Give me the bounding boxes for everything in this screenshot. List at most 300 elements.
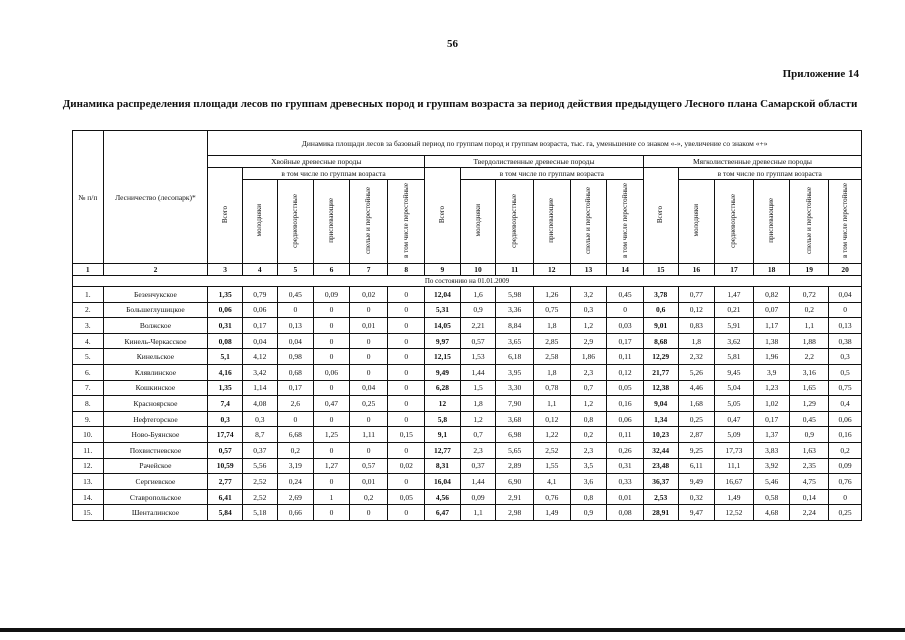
value-cell: 1,44 bbox=[460, 474, 496, 490]
age-header-mature: спелые и перестойные bbox=[349, 180, 388, 264]
column-number-cell: 16 bbox=[678, 264, 715, 276]
value-cell: 1,65 bbox=[790, 380, 829, 396]
value-cell: 0,17 bbox=[753, 411, 790, 427]
forest-dynamics-table bbox=[72, 130, 862, 521]
age-group-header: в том числе по группам возраста bbox=[460, 168, 643, 180]
value-cell: 1,11 bbox=[349, 427, 388, 443]
value-cell: 28,91 bbox=[643, 505, 678, 521]
value-cell: 2,3 bbox=[570, 442, 607, 458]
value-cell: 7,4 bbox=[208, 396, 243, 412]
value-cell: 2,21 bbox=[460, 318, 496, 334]
value-cell: 12,04 bbox=[425, 287, 461, 303]
column-number-cell: 11 bbox=[496, 264, 534, 276]
value-cell: 0 bbox=[314, 505, 350, 521]
value-cell: 5,46 bbox=[753, 474, 790, 490]
value-cell: 0,32 bbox=[678, 489, 715, 505]
age-header-young: молодняки bbox=[678, 180, 715, 264]
value-cell: 0 bbox=[388, 333, 425, 349]
value-cell: 2,3 bbox=[570, 364, 607, 380]
appendix-label: Приложение 14 bbox=[782, 68, 859, 80]
value-cell: 0,3 bbox=[242, 411, 277, 427]
value-cell: 0,16 bbox=[607, 396, 644, 412]
age-header-young: молодняки bbox=[460, 180, 496, 264]
value-cell: 0,2 bbox=[829, 442, 862, 458]
value-cell: 0 bbox=[388, 287, 425, 303]
value-cell: 0,04 bbox=[277, 333, 314, 349]
total-header: Всего bbox=[208, 168, 243, 264]
total-header: Всего bbox=[425, 168, 461, 264]
value-cell: 1,88 bbox=[790, 333, 829, 349]
value-cell: 1,17 bbox=[753, 318, 790, 334]
value-cell: 0,06 bbox=[208, 302, 243, 318]
age-header-overmature: в том числе перестойные bbox=[829, 180, 862, 264]
value-cell: 0,76 bbox=[829, 474, 862, 490]
column-number-cell: 5 bbox=[277, 264, 314, 276]
value-cell: 0,75 bbox=[533, 302, 570, 318]
col-header-number: № п/п bbox=[73, 131, 104, 264]
value-cell: 5,98 bbox=[496, 287, 534, 303]
value-cell: 0,16 bbox=[829, 427, 862, 443]
age-header-mature: спелые и перестойные bbox=[790, 180, 829, 264]
value-cell: 0,21 bbox=[715, 302, 754, 318]
value-cell: 0,9 bbox=[460, 302, 496, 318]
value-cell: 0,06 bbox=[607, 411, 644, 427]
value-cell: 0,72 bbox=[790, 287, 829, 303]
forestry-name: Кошкинское bbox=[103, 380, 208, 396]
value-cell: 0,75 bbox=[829, 380, 862, 396]
value-cell: 16,04 bbox=[425, 474, 461, 490]
value-cell: 0,2 bbox=[349, 489, 388, 505]
value-cell: 2,52 bbox=[242, 474, 277, 490]
value-cell: 0,01 bbox=[349, 474, 388, 490]
value-cell: 2,87 bbox=[678, 427, 715, 443]
value-cell: 0,04 bbox=[242, 333, 277, 349]
value-cell: 10,59 bbox=[208, 458, 243, 474]
column-number-cell: 12 bbox=[533, 264, 570, 276]
table-row bbox=[73, 458, 862, 474]
row-number: 14. bbox=[73, 489, 104, 505]
forestry-name: Рачейское bbox=[103, 458, 208, 474]
age-header-middle: средневозрастные bbox=[715, 180, 754, 264]
value-cell: 0 bbox=[388, 396, 425, 412]
value-cell: 5,09 bbox=[715, 427, 754, 443]
value-cell: 3,36 bbox=[496, 302, 534, 318]
value-cell: 0,47 bbox=[314, 396, 350, 412]
forestry-name: Большеглушицкое bbox=[103, 302, 208, 318]
value-cell: 1,37 bbox=[753, 427, 790, 443]
forestry-name: Ставропольское bbox=[103, 489, 208, 505]
value-cell: 6,47 bbox=[425, 505, 461, 521]
value-cell: 0,09 bbox=[829, 458, 862, 474]
value-cell: 1,55 bbox=[533, 458, 570, 474]
value-cell: 12 bbox=[425, 396, 461, 412]
value-cell: 2,35 bbox=[790, 458, 829, 474]
value-cell: 1,29 bbox=[790, 396, 829, 412]
row-number: 7. bbox=[73, 380, 104, 396]
row-number: 9. bbox=[73, 411, 104, 427]
value-cell: 0 bbox=[277, 411, 314, 427]
value-cell: 8,7 bbox=[242, 427, 277, 443]
dynamics-header: Динамика площади лесов за базовый период по группам пород и группам возраста, тыс. га, уменьшение со знаком «-», увеличение со знаком «+» bbox=[208, 131, 862, 156]
value-cell: 0,2 bbox=[790, 302, 829, 318]
value-cell: 2,2 bbox=[790, 349, 829, 365]
value-cell: 7,90 bbox=[496, 396, 534, 412]
value-cell: 1,68 bbox=[678, 396, 715, 412]
table-row bbox=[73, 287, 862, 303]
age-header-middle: средневозрастные bbox=[496, 180, 534, 264]
value-cell: 5,1 bbox=[208, 349, 243, 365]
value-cell: 0,2 bbox=[570, 427, 607, 443]
row-number: 15. bbox=[73, 505, 104, 521]
row-number: 11. bbox=[73, 442, 104, 458]
column-number-cell: 3 bbox=[208, 264, 243, 276]
forestry-name: Похвистневское bbox=[103, 442, 208, 458]
age-group-header: в том числе по группам возраста bbox=[242, 168, 424, 180]
forestry-name: Шенталинское bbox=[103, 505, 208, 521]
value-cell: 1,1 bbox=[790, 318, 829, 334]
value-cell: 4,16 bbox=[208, 364, 243, 380]
forestry-name: Безенчукское bbox=[103, 287, 208, 303]
value-cell: 3,16 bbox=[790, 364, 829, 380]
value-cell: 3,78 bbox=[643, 287, 678, 303]
value-cell: 1,1 bbox=[533, 396, 570, 412]
value-cell: 1,22 bbox=[533, 427, 570, 443]
value-cell: 0,02 bbox=[388, 458, 425, 474]
value-cell: 12,77 bbox=[425, 442, 461, 458]
value-cell: 5,31 bbox=[425, 302, 461, 318]
value-cell: 2,98 bbox=[496, 505, 534, 521]
value-cell: 0,12 bbox=[533, 411, 570, 427]
value-cell: 0 bbox=[829, 302, 862, 318]
value-cell: 0 bbox=[388, 302, 425, 318]
value-cell: 0,07 bbox=[753, 302, 790, 318]
value-cell: 1,1 bbox=[460, 505, 496, 521]
value-cell: 1,25 bbox=[314, 427, 350, 443]
value-cell: 0,25 bbox=[678, 411, 715, 427]
value-cell: 0,57 bbox=[349, 458, 388, 474]
value-cell: 9,01 bbox=[643, 318, 678, 334]
value-cell: 0,7 bbox=[460, 427, 496, 443]
value-cell: 5,05 bbox=[715, 396, 754, 412]
value-cell: 0 bbox=[388, 411, 425, 427]
column-number-cell: 7 bbox=[349, 264, 388, 276]
table-row bbox=[73, 333, 862, 349]
column-number-cell: 9 bbox=[425, 264, 461, 276]
row-number: 12. bbox=[73, 458, 104, 474]
column-number-cell: 4 bbox=[242, 264, 277, 276]
value-cell: 0,08 bbox=[607, 505, 644, 521]
value-cell: 0,13 bbox=[829, 318, 862, 334]
table-row bbox=[73, 489, 862, 505]
total-header: Всего bbox=[643, 168, 678, 264]
value-cell: 12,15 bbox=[425, 349, 461, 365]
value-cell: 5,04 bbox=[715, 380, 754, 396]
value-cell: 17,73 bbox=[715, 442, 754, 458]
column-number-cell: 19 bbox=[790, 264, 829, 276]
value-cell: 0 bbox=[388, 318, 425, 334]
value-cell: 0,31 bbox=[208, 318, 243, 334]
age-header-young: молодняки bbox=[242, 180, 277, 264]
value-cell: 0,8 bbox=[570, 489, 607, 505]
value-cell: 5,91 bbox=[715, 318, 754, 334]
value-cell: 2,58 bbox=[533, 349, 570, 365]
table-row bbox=[73, 302, 862, 318]
forestry-name: Кинельское bbox=[103, 349, 208, 365]
value-cell: 3,95 bbox=[496, 364, 534, 380]
value-cell: 3,6 bbox=[570, 474, 607, 490]
row-number: 6. bbox=[73, 364, 104, 380]
row-number: 8. bbox=[73, 396, 104, 412]
value-cell: 2,53 bbox=[643, 489, 678, 505]
value-cell: 1,2 bbox=[570, 318, 607, 334]
value-cell: 0,25 bbox=[349, 396, 388, 412]
value-cell: 3,30 bbox=[496, 380, 534, 396]
value-cell: 0,06 bbox=[242, 302, 277, 318]
value-cell: 0,11 bbox=[607, 349, 644, 365]
value-cell: 4,12 bbox=[242, 349, 277, 365]
value-cell: 0,15 bbox=[388, 427, 425, 443]
column-number-cell: 10 bbox=[460, 264, 496, 276]
value-cell: 1,53 bbox=[460, 349, 496, 365]
value-cell: 0,01 bbox=[349, 318, 388, 334]
value-cell: 1,35 bbox=[208, 380, 243, 396]
value-cell: 1,8 bbox=[533, 364, 570, 380]
row-number: 13. bbox=[73, 474, 104, 490]
value-cell: 2,6 bbox=[277, 396, 314, 412]
value-cell: 0,83 bbox=[678, 318, 715, 334]
value-cell: 0 bbox=[349, 349, 388, 365]
value-cell: 0 bbox=[349, 302, 388, 318]
value-cell: 0,05 bbox=[388, 489, 425, 505]
value-cell: 0 bbox=[388, 474, 425, 490]
value-cell: 5,8 bbox=[425, 411, 461, 427]
age-group-header: в том числе по группам возраста bbox=[678, 168, 862, 180]
table-row bbox=[73, 505, 862, 521]
value-cell: 3,83 bbox=[753, 442, 790, 458]
value-cell: 0,77 bbox=[678, 287, 715, 303]
value-cell: 11,1 bbox=[715, 458, 754, 474]
column-number-cell: 15 bbox=[643, 264, 678, 276]
value-cell: 9,47 bbox=[678, 505, 715, 521]
value-cell: 1 bbox=[314, 489, 350, 505]
value-cell: 1,23 bbox=[753, 380, 790, 396]
value-cell: 5,26 bbox=[678, 364, 715, 380]
table-row bbox=[73, 380, 862, 396]
value-cell: 8,31 bbox=[425, 458, 461, 474]
value-cell: 5,18 bbox=[242, 505, 277, 521]
value-cell: 0,06 bbox=[314, 364, 350, 380]
value-cell: 2,69 bbox=[277, 489, 314, 505]
value-cell: 0,45 bbox=[790, 411, 829, 427]
value-cell: 0,7 bbox=[570, 380, 607, 396]
forestry-name: Ново-Буянское bbox=[103, 427, 208, 443]
value-cell: 1,47 bbox=[715, 287, 754, 303]
age-header-overmature: в том числе перестойные bbox=[607, 180, 644, 264]
value-cell: 0,02 bbox=[349, 287, 388, 303]
value-cell: 4,08 bbox=[242, 396, 277, 412]
group-header-hardwood: Твердолиственные древесные породы bbox=[425, 156, 644, 168]
value-cell: 0,76 bbox=[533, 489, 570, 505]
value-cell: 9,1 bbox=[425, 427, 461, 443]
forestry-name: Клявлинское bbox=[103, 364, 208, 380]
value-cell: 6,90 bbox=[496, 474, 534, 490]
state-date-label: По состоянию на 01.01.2009 bbox=[73, 276, 862, 287]
value-cell: 0,9 bbox=[790, 427, 829, 443]
value-cell: 0,45 bbox=[277, 287, 314, 303]
value-cell: 2,91 bbox=[496, 489, 534, 505]
value-cell: 0,12 bbox=[678, 302, 715, 318]
value-cell: 2,52 bbox=[242, 489, 277, 505]
forestry-name: Сергиевское bbox=[103, 474, 208, 490]
forestry-name: Кинель-Черкасское bbox=[103, 333, 208, 349]
value-cell: 1,2 bbox=[570, 396, 607, 412]
value-cell: 0,01 bbox=[607, 489, 644, 505]
value-cell: 0 bbox=[349, 411, 388, 427]
value-cell: 0,57 bbox=[460, 333, 496, 349]
value-cell: 0,37 bbox=[242, 442, 277, 458]
value-cell: 12,38 bbox=[643, 380, 678, 396]
col-header-forestry: Лесничество (лесопарк)* bbox=[103, 131, 208, 264]
value-cell: 1,35 bbox=[208, 287, 243, 303]
value-cell: 0,79 bbox=[242, 287, 277, 303]
column-number-cell: 14 bbox=[607, 264, 644, 276]
column-number-row bbox=[73, 264, 862, 276]
value-cell: 6,18 bbox=[496, 349, 534, 365]
value-cell: 5,56 bbox=[242, 458, 277, 474]
column-number-cell: 1 bbox=[73, 264, 104, 276]
age-header-middle: средневозрастные bbox=[277, 180, 314, 264]
table-row bbox=[73, 427, 862, 443]
value-cell: 1,5 bbox=[460, 380, 496, 396]
value-cell: 0,78 bbox=[533, 380, 570, 396]
value-cell: 9,49 bbox=[678, 474, 715, 490]
value-cell: 2,24 bbox=[790, 505, 829, 521]
value-cell: 3,62 bbox=[715, 333, 754, 349]
value-cell: 0,25 bbox=[829, 505, 862, 521]
value-cell: 3,65 bbox=[496, 333, 534, 349]
value-cell: 3,5 bbox=[570, 458, 607, 474]
value-cell: 1,26 bbox=[533, 287, 570, 303]
value-cell: 0,68 bbox=[277, 364, 314, 380]
table-row bbox=[73, 318, 862, 334]
value-cell: 1,6 bbox=[460, 287, 496, 303]
value-cell: 0 bbox=[314, 349, 350, 365]
state-date-row bbox=[73, 276, 862, 287]
value-cell: 0,5 bbox=[829, 364, 862, 380]
value-cell: 2,85 bbox=[533, 333, 570, 349]
value-cell: 4,75 bbox=[790, 474, 829, 490]
value-cell: 0 bbox=[388, 349, 425, 365]
table-row bbox=[73, 396, 862, 412]
value-cell: 0,26 bbox=[607, 442, 644, 458]
value-cell: 0,12 bbox=[607, 364, 644, 380]
age-header-maturing: приспевающие bbox=[533, 180, 570, 264]
value-cell: 3,42 bbox=[242, 364, 277, 380]
value-cell: 0,82 bbox=[753, 287, 790, 303]
row-number: 4. bbox=[73, 333, 104, 349]
forestry-name: Красноярское bbox=[103, 396, 208, 412]
value-cell: 2,9 bbox=[570, 333, 607, 349]
document-title: Динамика распределения площади лесов по группам древесных пород и группам возраста за период действия предыдущего Лесного плана Самарской области bbox=[62, 98, 858, 110]
group-header-softwood: Мягколиственные древесные породы bbox=[643, 156, 861, 168]
value-cell: 6,11 bbox=[678, 458, 715, 474]
value-cell: 4,1 bbox=[533, 474, 570, 490]
table-row bbox=[73, 474, 862, 490]
value-cell: 0 bbox=[314, 318, 350, 334]
value-cell: 1,8 bbox=[460, 396, 496, 412]
group-header-conifer: Хвойные древесные породы bbox=[208, 156, 425, 168]
value-cell: 3,92 bbox=[753, 458, 790, 474]
value-cell: 9,25 bbox=[678, 442, 715, 458]
value-cell: 8,84 bbox=[496, 318, 534, 334]
value-cell: 2,89 bbox=[496, 458, 534, 474]
value-cell: 6,41 bbox=[208, 489, 243, 505]
value-cell: 0,98 bbox=[277, 349, 314, 365]
age-header-maturing: приспевающие bbox=[753, 180, 790, 264]
value-cell: 0 bbox=[388, 442, 425, 458]
value-cell: 1,02 bbox=[753, 396, 790, 412]
value-cell: 0 bbox=[388, 364, 425, 380]
value-cell: 32,44 bbox=[643, 442, 678, 458]
value-cell: 0,05 bbox=[607, 380, 644, 396]
value-cell: 0,33 bbox=[607, 474, 644, 490]
value-cell: 0,14 bbox=[790, 489, 829, 505]
value-cell: 12,29 bbox=[643, 349, 678, 365]
value-cell: 0,08 bbox=[208, 333, 243, 349]
value-cell: 4,68 bbox=[753, 505, 790, 521]
value-cell: 1,2 bbox=[460, 411, 496, 427]
value-cell: 0 bbox=[349, 442, 388, 458]
value-cell: 23,48 bbox=[643, 458, 678, 474]
value-cell: 1,63 bbox=[790, 442, 829, 458]
column-number-cell: 17 bbox=[715, 264, 754, 276]
row-number: 1. bbox=[73, 287, 104, 303]
forestry-name: Нефтегорское bbox=[103, 411, 208, 427]
value-cell: 1,86 bbox=[570, 349, 607, 365]
value-cell: 0,06 bbox=[829, 411, 862, 427]
row-number: 5. bbox=[73, 349, 104, 365]
value-cell: 3,68 bbox=[496, 411, 534, 427]
table-row bbox=[73, 411, 862, 427]
table-body bbox=[73, 264, 862, 521]
value-cell: 1,14 bbox=[242, 380, 277, 396]
value-cell: 17,74 bbox=[208, 427, 243, 443]
value-cell: 0,4 bbox=[829, 396, 862, 412]
value-cell: 0,3 bbox=[829, 349, 862, 365]
value-cell: 0,04 bbox=[349, 380, 388, 396]
value-cell: 0,17 bbox=[607, 333, 644, 349]
value-cell: 12,52 bbox=[715, 505, 754, 521]
value-cell: 1,49 bbox=[715, 489, 754, 505]
value-cell: 36,37 bbox=[643, 474, 678, 490]
value-cell: 0,38 bbox=[829, 333, 862, 349]
value-cell: 2,3 bbox=[460, 442, 496, 458]
value-cell: 10,23 bbox=[643, 427, 678, 443]
value-cell: 0,17 bbox=[242, 318, 277, 334]
value-cell: 0 bbox=[314, 333, 350, 349]
value-cell: 0 bbox=[388, 505, 425, 521]
value-cell: 1,49 bbox=[533, 505, 570, 521]
value-cell: 1,8 bbox=[533, 318, 570, 334]
value-cell: 5,81 bbox=[715, 349, 754, 365]
value-cell: 0 bbox=[388, 380, 425, 396]
value-cell: 0 bbox=[349, 333, 388, 349]
value-cell: 0,2 bbox=[277, 442, 314, 458]
value-cell: 6,98 bbox=[496, 427, 534, 443]
value-cell: 5,65 bbox=[496, 442, 534, 458]
value-cell: 3,2 bbox=[570, 287, 607, 303]
value-cell: 0,47 bbox=[715, 411, 754, 427]
